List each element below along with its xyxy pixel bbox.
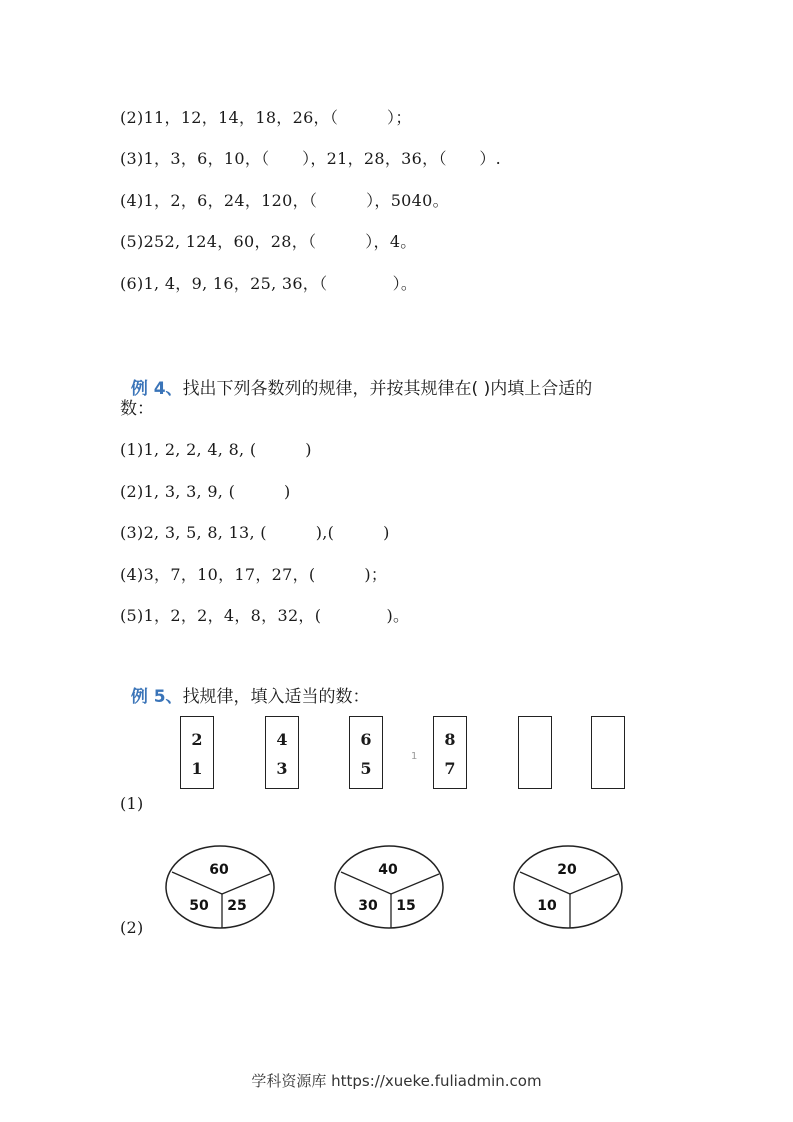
footer-source: 学科资源库 https://xueke.fuliadmin.com bbox=[251, 1072, 542, 1090]
ex4-item-4: (4)3，7，10，17，27，( )； bbox=[120, 565, 388, 584]
number-oval bbox=[333, 844, 445, 930]
ex5-prompt: 找规律，填入适当的数： bbox=[182, 687, 370, 707]
ex4-item-5: (5)1，2，2，4，8，32，( )。 bbox=[120, 606, 410, 625]
ex5-part2-label: (2) bbox=[120, 918, 144, 937]
ex4-heading bbox=[120, 356, 592, 400]
ex4-item-3: (3)2, 3, 5, 8, 13, ( ),( ) bbox=[120, 523, 390, 542]
card-top-number: 4 bbox=[276, 730, 288, 749]
card-bottom-number: 1 bbox=[191, 759, 203, 778]
ex3-item-2: (2)11，12，14，18，26，（ ）； bbox=[120, 108, 412, 127]
ex3-item-3: (3)1，3，6，10，（ ），21，28，36，（ ）. bbox=[120, 149, 502, 168]
number-card bbox=[433, 716, 467, 789]
ex3-item-5: (5)252, 124，60，28，（ ），4。 bbox=[120, 232, 417, 251]
ex5-heading bbox=[120, 664, 370, 708]
card-bottom-number: 5 bbox=[360, 759, 372, 778]
card-bottom-number: 7 bbox=[444, 759, 456, 778]
oval-right-number: 25 bbox=[227, 898, 247, 914]
ex5-part1-label: (1) bbox=[120, 794, 144, 813]
number-oval bbox=[512, 844, 624, 930]
ex4-prompt-cont: 数： bbox=[120, 399, 154, 419]
number-card-blank bbox=[518, 716, 552, 789]
number-card bbox=[265, 716, 299, 789]
number-card-blank bbox=[591, 716, 625, 789]
number-oval bbox=[164, 844, 276, 930]
ex4-item-2: (2)1, 3, 3, 9, ( ) bbox=[120, 482, 291, 501]
card-top-number: 8 bbox=[444, 730, 456, 749]
ex3-item-4: (4)1，2，6，24，120，（ ），5040。 bbox=[120, 191, 449, 210]
oval-left-number: 50 bbox=[189, 898, 209, 914]
oval-right-number: 15 bbox=[396, 898, 416, 914]
oval-top-number: 20 bbox=[557, 862, 577, 878]
oval-top-number: 40 bbox=[378, 862, 398, 878]
ex3-item-6: (6)1, 4，9, 16，25, 36，（ ）。 bbox=[120, 274, 418, 293]
stray-mark: 1 bbox=[411, 751, 418, 762]
card-top-number: 2 bbox=[191, 730, 203, 749]
ex5-label: 例 5、 bbox=[130, 687, 183, 707]
ex4-label: 例 4、 bbox=[130, 379, 183, 399]
oval-left-number: 10 bbox=[537, 898, 557, 914]
oval-top-number: 60 bbox=[209, 862, 229, 878]
ex4-prompt: 找出下列各数列的规律，并按其规律在( )内填上合适的 bbox=[182, 379, 593, 399]
card-bottom-number: 3 bbox=[276, 759, 288, 778]
number-card bbox=[349, 716, 383, 789]
ex4-item-1: (1)1, 2, 2, 4, 8, ( ) bbox=[120, 440, 312, 459]
oval-left-number: 30 bbox=[358, 898, 378, 914]
number-card bbox=[180, 716, 214, 789]
card-top-number: 6 bbox=[360, 730, 372, 749]
